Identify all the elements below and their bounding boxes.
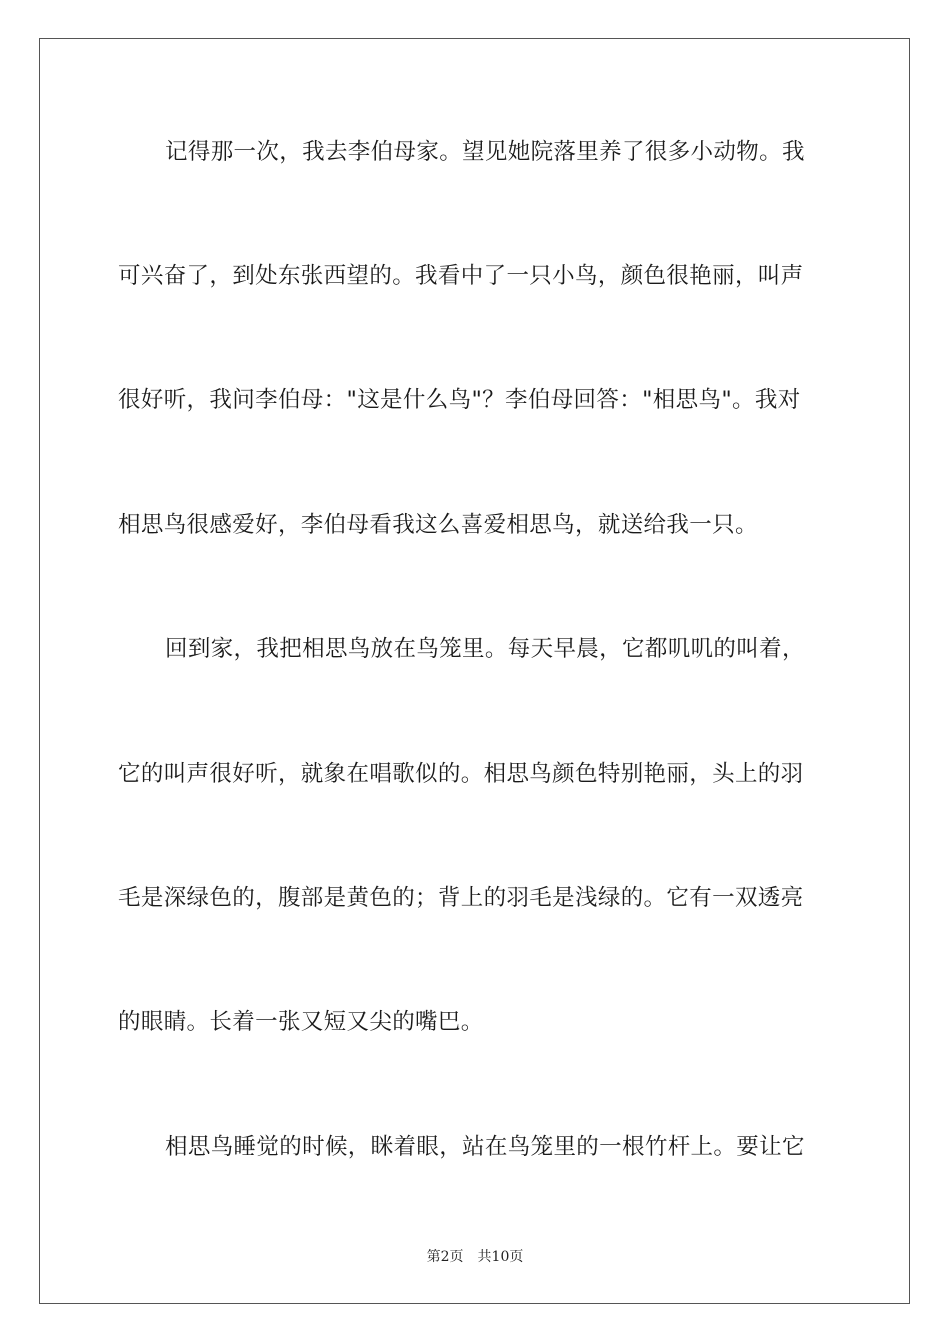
page-footer [0,1247,950,1267]
text-line-5: 回到家，我把相思鸟放在鸟笼里。每天早晨，它都叽叽的叫着， [165,636,805,662]
text-line-7: 毛是深绿色的，腹部是黄色的；背上的羽毛是浅绿的。它有一双透亮 [118,885,804,911]
text-line-9: 相思鸟睡觉的时候，眯着眼，站在鸟笼里的一根竹杆上。要让它 [165,1134,805,1160]
text-line-6: 它的叫声很好听，就象在唱歌似的。相思鸟颜色特别艳丽，头上的羽 [118,761,804,787]
text-line-1: 记得那一次，我去李伯母家。望见她院落里养了很多小动物。我 [165,139,805,165]
text-line-2: 可兴奋了，到处东张西望的。我看中了一只小鸟，颜色很艳丽，叫声 [118,263,804,289]
page-total: 共10页 [477,1249,524,1265]
text-line-3: 很好听，我问李伯母："这是什么鸟"？李伯母回答："相思鸟"。我对 [118,387,801,413]
text-line-4: 相思鸟很感爱好，李伯母看我这么喜爱相思鸟，就送给我一只。 [118,512,758,538]
page-frame [39,38,910,1304]
text-line-8: 的眼睛。长着一张又短又尖的嘴巴。 [118,1009,484,1035]
page-number: 第2页 [426,1249,464,1265]
